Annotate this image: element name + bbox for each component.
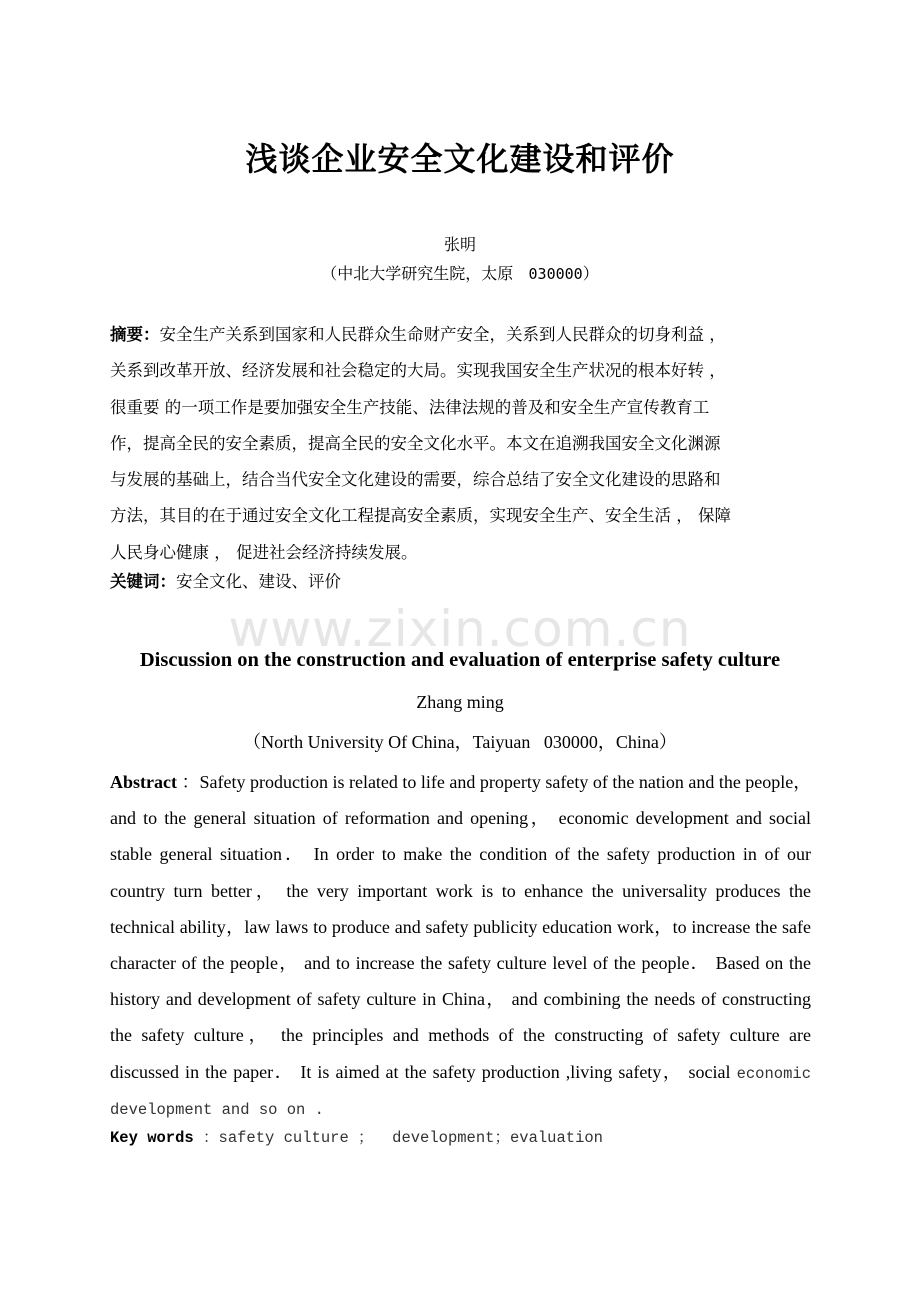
- english-affiliation: （North University Of China，Taiyuan 030000，China）: [243, 732, 677, 752]
- english-abstract-line: country turn better， the very important work is to enhance the universality produces the: [110, 880, 811, 901]
- english-keywords-label: Key words: [110, 1129, 194, 1147]
- english-abstract-mono-text: development and so on .: [110, 1100, 324, 1119]
- english-abstract-line: character of the people， and to increase the safety culture level of the people． Based on the: [110, 952, 811, 973]
- english-abstract-text: discussed in the paper． It is aimed at the safety production ,living safety， social: [110, 1061, 737, 1082]
- english-abstract-line: history and development of safety culture in China， and combining the needs of constructing: [110, 989, 811, 1010]
- english-abstract-label: Abstract: [110, 772, 177, 792]
- chinese-affiliation-code: 030000: [528, 265, 583, 283]
- english-abstract: [110, 764, 811, 1126]
- chinese-affiliation-close: ）: [582, 264, 599, 283]
- chinese-abstract-line: 很重要 的一项工作是要加强安全生产技能、法律法规的普及和安全生产宣传教育工: [110, 397, 710, 417]
- english-abstract-line: [110, 764, 811, 800]
- english-abstract-line: stable general situation． In order to make the condition of the safety production in of our: [110, 844, 811, 865]
- english-keywords: [110, 1126, 603, 1150]
- english-abstract-line: technical ability，law laws to produce and safety publicity education work，to increase the safe: [110, 916, 811, 937]
- chinese-abstract-line: 关系到改革开放、经济发展和社会稳定的大局。实现我国安全生产状况的根本好转 ，: [110, 361, 726, 381]
- english-keywords-text: ：safety culture ； development；evaluation: [193, 1129, 603, 1147]
- chinese-abstract-line: 方法，其目的在于通过安全文化工程提高安全素质，实现安全生产、安全生活 ， 保障: [110, 506, 731, 526]
- chinese-abstract-text: 安全生产关系到国家和人民群众生命财产安全，关系到人民群众的切身利益 ，: [159, 325, 726, 344]
- chinese-keywords-label: 关键词：: [110, 572, 176, 591]
- watermark-text: www.zixin.com.cn: [228, 600, 692, 658]
- english-abstract-line: and to the general situation of reformation and opening， economic development and social: [110, 808, 811, 829]
- chinese-affiliation: [0, 261, 920, 284]
- english-abstract-text: ：Safety production is related to life and property safety of the nation and the people，: [176, 772, 812, 792]
- chinese-abstract-line: [110, 317, 810, 353]
- chinese-affiliation-name: （中北大学研究生院，太原: [321, 264, 514, 283]
- chinese-keywords-text: 安全文化、建设、评价: [176, 572, 341, 591]
- chinese-abstract-line: 作，提高全民的安全素质，提高全民的安全文化水平。本文在追溯我国安全文化渊源: [110, 433, 721, 453]
- chinese-abstract-line: 与发展的基础上，结合当代安全文化建设的需要，综合总结了安全文化建设的思路和: [110, 470, 721, 490]
- english-abstract-line: [110, 1090, 811, 1126]
- chinese-abstract: [110, 317, 810, 571]
- english-abstract-line: the safety culture， the principles and methods of the constructing of safety culture are: [110, 1025, 811, 1046]
- chinese-author: 张明: [443, 235, 476, 254]
- english-author: Zhang ming: [416, 692, 504, 712]
- english-title: Discussion on the construction and evaluation of enterprise safety culture: [139, 649, 781, 671]
- english-abstract-line: [110, 1054, 811, 1090]
- chinese-abstract-label: 摘要：: [110, 325, 160, 344]
- chinese-keywords: [110, 570, 341, 594]
- english-abstract-mono-text: economic: [736, 1064, 811, 1083]
- chinese-title: 浅谈企业安全文化建设和评价: [245, 140, 675, 178]
- chinese-abstract-line: 人民身心健康 ， 促进社会经济持续发展。: [110, 542, 418, 562]
